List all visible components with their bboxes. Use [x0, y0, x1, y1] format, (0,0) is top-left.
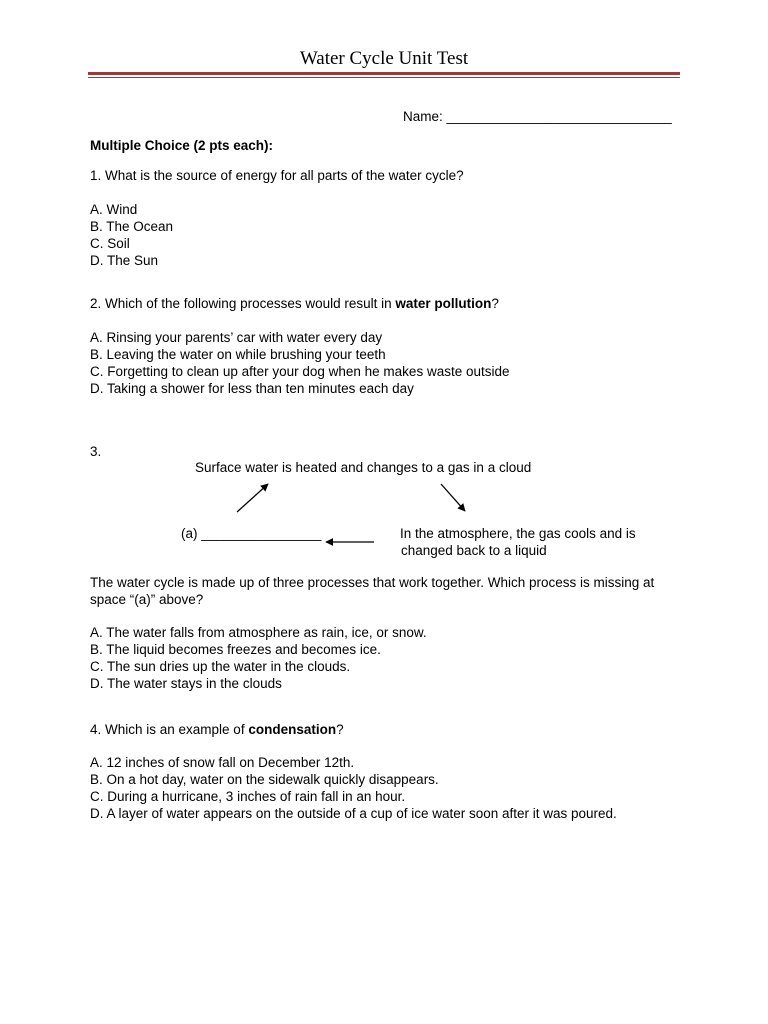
question-3-stem-line-1: The water cycle is made up of three processes that work together. Which process is missing at	[90, 575, 655, 590]
question-2-stem-end: ?	[491, 296, 499, 311]
option-2d[interactable]: D. Taking a shower for less than ten minutes each day	[90, 381, 414, 396]
question-4-options	[90, 754, 617, 822]
question-4-stem	[90, 722, 344, 737]
option-2a[interactable]: A. Rinsing your parents’ car with water every day	[90, 330, 383, 345]
diagram-top-step: Surface water is heated and changes to a gas in a cloud	[195, 460, 532, 475]
option-3a[interactable]: A. The water falls from atmosphere as rain, ice, or snow.	[90, 625, 427, 640]
question-4-keyword: condensation	[248, 722, 337, 737]
option-4c[interactable]: C. During a hurricane, 3 inches of rain fall in an hour.	[90, 789, 406, 804]
option-1b[interactable]: B. The Ocean	[90, 219, 174, 234]
arrow-down-right	[441, 484, 465, 511]
question-4-stem-end: ?	[336, 722, 344, 737]
question-2-keyword: water pollution	[395, 296, 492, 311]
diagram-blank-a[interactable]: (a) ________________	[181, 526, 322, 541]
arrow-up-right	[237, 484, 268, 512]
section-heading: Multiple Choice (2 pts each):	[90, 138, 274, 153]
option-4d[interactable]: D. A layer of water appears on the outside of a cup of ice water soon after it was poured.	[90, 806, 617, 821]
option-1a[interactable]: A. Wind	[90, 202, 138, 217]
name-field[interactable]: Name: ______________________________	[403, 109, 672, 124]
option-4b[interactable]: B. On a hot day, water on the sidewalk quickly disappears.	[90, 772, 439, 787]
question-4-stem-text: 4. Which is an example of	[90, 722, 249, 737]
diagram-right-step-line-2: changed back to a liquid	[401, 543, 547, 558]
option-2c[interactable]: C. Forgetting to clean up after your dog when he makes waste outside	[90, 364, 510, 379]
page-title: Water Cycle Unit Test	[299, 48, 469, 69]
question-3-number: 3.	[90, 444, 102, 459]
question-3-stem-line-2: space “(a)” above?	[90, 592, 204, 607]
option-3c[interactable]: C. The sun dries up the water in the clouds.	[90, 659, 351, 674]
option-1d[interactable]: D. The Sun	[90, 253, 159, 268]
option-2b[interactable]: B. Leaving the water on while brushing your teeth	[90, 347, 386, 362]
option-1c[interactable]: C. Soil	[90, 236, 130, 251]
option-3b[interactable]: B. The liquid becomes freezes and becomes ice.	[90, 642, 381, 657]
question-2-stem-text: 2. Which of the following processes would result in	[90, 296, 396, 311]
question-3-options	[90, 624, 427, 692]
diagram-right-step-line-1: In the atmosphere, the gas cools and is	[400, 526, 636, 541]
option-3d[interactable]: D. The water stays in the clouds	[90, 676, 282, 691]
question-1-stem: 1. What is the source of energy for all parts of the water cycle?	[90, 168, 464, 183]
option-4a[interactable]: A. 12 inches of snow fall on December 12th.	[90, 755, 355, 770]
